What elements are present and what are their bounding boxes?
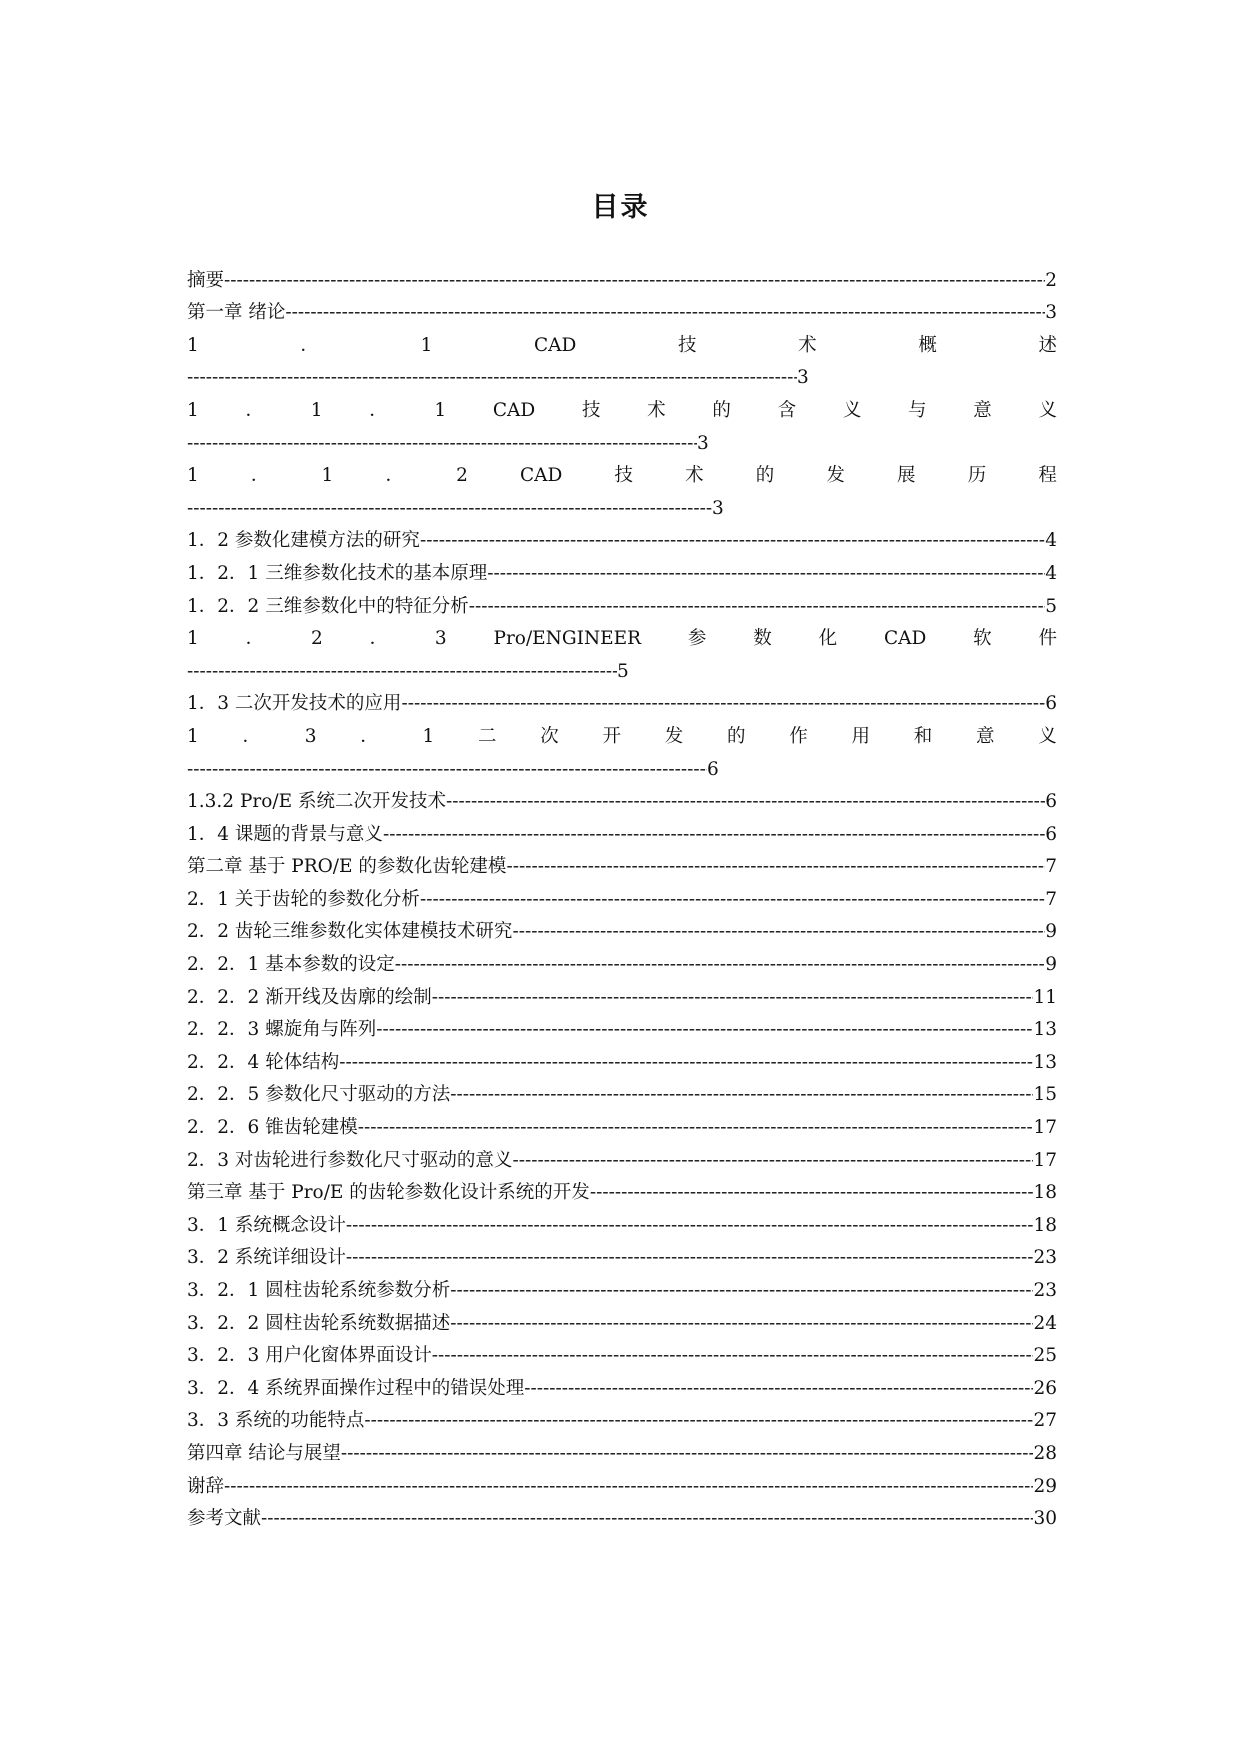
toc-page-number: 30 [1033, 1508, 1057, 1530]
toc-entry-continuation [187, 651, 1057, 684]
toc-entry-title: 2．2．5 参数化尺寸驱动的方法 [187, 1084, 451, 1106]
toc-entry-token: 2 [456, 465, 468, 487]
toc-entry[interactable] [187, 1499, 1057, 1532]
toc-entry-token: 义 [1038, 725, 1057, 747]
toc-entry-token: ． [385, 465, 404, 487]
toc-entry[interactable] [187, 1401, 1057, 1434]
toc-entry-token: CAD [534, 334, 577, 356]
dot-leader [187, 758, 707, 782]
toc-entry-title: 第三章 基于 Pro/E 的齿轮参数化设计系统的开发 [187, 1182, 590, 1204]
dot-leader [469, 595, 1046, 619]
toc-entry-title: 第四章 结论与展望 [187, 1442, 341, 1464]
toc-entry-token: 1 [310, 399, 323, 421]
toc-entry[interactable] [187, 1303, 1057, 1336]
dot-leader [187, 497, 712, 521]
toc-entry-token: 技 [678, 334, 697, 356]
dot-leader [487, 562, 1045, 586]
toc-entry-token: ． [245, 399, 264, 421]
toc-entry-token: ． [242, 725, 262, 747]
toc-entry[interactable] [187, 782, 1057, 815]
toc-entry[interactable] [187, 847, 1057, 880]
toc-entry-title: 第二章 基于 PRO/E 的参数化齿轮建模 [187, 856, 507, 878]
toc-entry-token: 发 [826, 465, 845, 487]
toc-entry-token: 次 [540, 725, 559, 747]
dot-leader [187, 366, 797, 390]
toc-entry-title: 2．1 关于齿轮的参数化分析 [187, 888, 420, 910]
toc-entry[interactable] [187, 1238, 1057, 1271]
toc-entry-token: 数 [753, 628, 772, 650]
toc-entry-token: 3 [304, 725, 317, 747]
toc-entry-token: 意 [976, 725, 995, 747]
dot-leader [512, 920, 1045, 944]
toc-page-number: 13 [1033, 1019, 1057, 1041]
toc-entry-title: 3．2 系统详细设计 [187, 1247, 346, 1269]
toc-entry[interactable] [187, 1042, 1057, 1075]
page-title: 目录 [591, 192, 650, 223]
toc-page-number: 3 [1045, 302, 1057, 324]
toc-entry-token: 含 [777, 399, 797, 421]
toc-entry-continuation [187, 488, 1057, 521]
toc-entry-title: 2．2．1 基本参数的设定 [187, 954, 395, 976]
dot-leader [346, 1246, 1034, 1270]
toc-entry-token: 软 [973, 628, 992, 650]
toc-entry-token: 1 [187, 334, 199, 356]
dot-leader [524, 1377, 1033, 1401]
toc-entry-title: 3．2．3 用户化窗体界面设计 [187, 1345, 432, 1367]
toc-entry[interactable] [187, 553, 1057, 586]
table-of-contents [187, 260, 1057, 1531]
toc-entry[interactable] [187, 456, 1057, 489]
toc-entry-title: 3．3 系统的功能特点 [187, 1410, 365, 1432]
toc-entry-token: CAD [492, 399, 536, 421]
toc-entry-token: 的 [755, 465, 775, 487]
toc-entry[interactable] [187, 684, 1057, 717]
dot-leader [261, 1507, 1033, 1531]
toc-entry-title: 3．1 系统概念设计 [187, 1214, 346, 1236]
toc-entry-token: 1 [321, 465, 334, 487]
dot-leader [450, 1083, 1033, 1107]
toc-page-number: 17 [1033, 1117, 1057, 1139]
toc-entry-title: 3．2．4 系统界面操作过程中的错误处理 [187, 1377, 525, 1399]
dot-leader [446, 790, 1045, 814]
toc-entry-token: 用 [851, 725, 871, 747]
toc-entry-title: 3．2．1 圆柱齿轮系统参数分析 [187, 1280, 451, 1301]
toc-entry[interactable] [187, 1010, 1057, 1043]
toc-entry-title: 第一章 绪论 [187, 302, 286, 324]
toc-entry[interactable] [187, 977, 1057, 1010]
toc-page-number: 23 [1033, 1280, 1057, 1301]
toc-page-number: 18 [1033, 1182, 1057, 1204]
toc-entry-token: ． [369, 628, 389, 650]
toc-entry[interactable] [187, 1336, 1057, 1369]
toc-entry-token: ． [369, 399, 388, 421]
toc-entry-continuation [187, 423, 1057, 456]
toc-entry[interactable] [187, 1433, 1057, 1466]
toc-page-number: 11 [1033, 986, 1057, 1008]
toc-entry-continuation [187, 358, 1057, 391]
toc-entry[interactable] [187, 521, 1057, 554]
toc-page-number: 6 [1045, 791, 1057, 813]
toc-entry-token: 的 [712, 399, 731, 421]
toc-page-number: 26 [1033, 1377, 1057, 1399]
toc-entry-title: 1．4 课题的背景与意义 [187, 823, 383, 845]
dot-leader [432, 986, 1034, 1010]
dot-leader [224, 269, 1045, 293]
toc-page-number: 4 [1045, 530, 1057, 552]
toc-entry-token: CAD [883, 628, 927, 650]
toc-entry[interactable] [187, 586, 1057, 619]
toc-entry-title: 谢辞 [187, 1475, 225, 1497]
toc-entry[interactable] [187, 944, 1057, 977]
toc-entry-token: 1 [187, 399, 199, 421]
dot-leader [364, 1409, 1033, 1433]
dot-leader [420, 888, 1045, 912]
toc-entry[interactable] [187, 912, 1057, 945]
toc-entry-token: 1 [422, 725, 435, 747]
dot-leader [420, 529, 1045, 553]
dot-leader [383, 823, 1045, 847]
toc-page-number: 5 [617, 660, 629, 682]
dot-leader [187, 432, 697, 456]
toc-page-number: 13 [1033, 1051, 1057, 1073]
toc-entry[interactable] [187, 1173, 1057, 1206]
toc-page-number: 7 [1045, 856, 1057, 878]
toc-entry[interactable] [187, 260, 1057, 293]
toc-page-number: 27 [1033, 1410, 1057, 1432]
toc-entry[interactable] [187, 1205, 1057, 1238]
toc-entry[interactable] [187, 1075, 1057, 1108]
dot-leader [395, 953, 1046, 977]
toc-entry-token: 参 [687, 628, 707, 650]
toc-page-number: 9 [1045, 921, 1057, 943]
toc-entry-title: 2．2．2 渐开线及齿廓的绘制 [187, 986, 432, 1008]
toc-page-number: 3 [697, 432, 709, 454]
dot-leader [285, 301, 1045, 325]
toc-entry-token: 1 [434, 399, 447, 421]
toc-entry-title: 2．2 齿轮三维参数化实体建模技术研究 [187, 921, 513, 943]
toc-entry[interactable] [187, 879, 1057, 912]
toc-page-number: 18 [1033, 1214, 1057, 1236]
dot-leader [187, 660, 617, 684]
toc-entry[interactable] [187, 1107, 1057, 1140]
toc-entry-token: 发 [664, 725, 684, 747]
toc-entry-token: 2 [310, 628, 323, 650]
toc-page-number: 5 [1045, 595, 1057, 617]
toc-entry-token: 二 [478, 725, 497, 747]
toc-page-number: 17 [1033, 1149, 1057, 1171]
toc-entry[interactable] [187, 814, 1057, 847]
toc-entry[interactable] [187, 1270, 1057, 1303]
dot-leader [450, 1279, 1033, 1303]
toc-entry[interactable] [187, 293, 1057, 326]
toc-page-number: 4 [1045, 562, 1057, 584]
dot-leader [590, 1181, 1034, 1205]
toc-page-number: 25 [1033, 1345, 1057, 1367]
toc-entry-token: 1 [187, 465, 199, 487]
toc-entry[interactable] [187, 325, 1057, 358]
toc-page-number: 24 [1033, 1312, 1057, 1334]
dot-leader [341, 1442, 1034, 1466]
toc-entry-token: 展 [897, 465, 916, 487]
toc-entry-token: ． [360, 725, 379, 747]
dot-leader [432, 1344, 1034, 1368]
dot-leader [346, 1214, 1034, 1238]
toc-entry-token: ． [300, 334, 319, 356]
toc-entry-title: 参考文献 [187, 1508, 262, 1530]
toc-entry-title: 2．2．4 轮体结构 [187, 1051, 340, 1073]
toc-entry[interactable] [187, 1368, 1057, 1401]
toc-entry[interactable] [187, 716, 1057, 749]
toc-entry-title: 3．2．2 圆柱齿轮系统数据描述 [187, 1312, 451, 1334]
dot-leader [512, 1149, 1033, 1173]
toc-page-number: 28 [1033, 1442, 1057, 1464]
toc-entry-token: 化 [818, 628, 838, 650]
toc-entry-token: 概 [918, 334, 937, 356]
toc-entry-title: 2．3 对齿轮进行参数化尺寸驱动的意义 [187, 1149, 513, 1171]
toc-entry-token: CAD [520, 465, 563, 487]
toc-entry-title: 2．2．6 锥齿轮建模 [187, 1117, 358, 1139]
toc-entry-token: 术 [647, 399, 666, 421]
dot-leader [450, 1312, 1033, 1336]
toc-entry-title: 摘要 [187, 269, 225, 291]
toc-page-number: 6 [707, 758, 719, 780]
toc-entry[interactable] [187, 619, 1057, 652]
toc-page-number: 15 [1033, 1084, 1057, 1106]
toc-page-number: 6 [1045, 693, 1057, 715]
toc-page-number: 9 [1045, 954, 1057, 976]
toc-page-number: 3 [797, 367, 809, 389]
toc-entry[interactable] [187, 1466, 1057, 1499]
toc-entry-token: 3 [434, 628, 447, 650]
toc-entry[interactable] [187, 390, 1057, 423]
toc-entry-token: 技 [581, 399, 601, 421]
dot-leader [358, 1116, 1034, 1140]
toc-entry-title: 1．3 二次开发技术的应用 [187, 693, 402, 715]
toc-entry-token: 1 [187, 628, 199, 650]
toc-entry[interactable] [187, 1140, 1057, 1173]
toc-entry-token: 的 [727, 725, 746, 747]
toc-entry-token: 1 [420, 334, 433, 356]
toc-entry-token: 与 [908, 399, 927, 421]
toc-entry-token: Pro/ENGINEER [493, 628, 642, 650]
toc-entry-token: 述 [1038, 334, 1057, 356]
toc-entry-token: 技 [614, 465, 633, 487]
toc-entry-token: 程 [1038, 465, 1057, 487]
dot-leader [339, 1051, 1033, 1075]
dot-leader [224, 1475, 1033, 1499]
dot-leader [401, 692, 1045, 716]
toc-page-number: 3 [712, 497, 724, 519]
toc-entry-title: 1．2．2 三维参数化中的特征分析 [187, 595, 469, 617]
dot-leader [376, 1018, 1033, 1042]
toc-entry-token: ． [245, 628, 265, 650]
toc-entry-token: 意 [973, 399, 992, 421]
toc-page-number: 29 [1033, 1475, 1057, 1497]
toc-entry-token: 义 [842, 399, 862, 421]
toc-entry-token: 1 [187, 725, 199, 747]
toc-page-number: 7 [1045, 888, 1057, 910]
toc-entry-title: 2．2．3 螺旋角与阵列 [187, 1019, 377, 1041]
toc-page-number: 23 [1033, 1247, 1057, 1269]
toc-page-number: 6 [1045, 823, 1057, 845]
dot-leader [506, 855, 1045, 879]
toc-entry-token: 开 [602, 725, 622, 747]
toc-entry-title: 1.3.2 Pro/E 系统二次开发技术 [187, 791, 447, 813]
toc-entry-token: 术 [685, 465, 704, 487]
toc-entry-token: 义 [1038, 399, 1057, 421]
toc-entry-title: 1．2．1 三维参数化技术的基本原理 [187, 562, 488, 584]
toc-page-number: 2 [1045, 269, 1057, 291]
toc-entry-token: ． [250, 465, 270, 487]
toc-entry-token: 历 [967, 465, 987, 487]
toc-entry-token: 术 [798, 334, 817, 356]
toc-entry-title: 1．2 参数化建模方法的研究 [187, 530, 420, 552]
toc-entry-token: 件 [1038, 628, 1057, 650]
toc-entry-token: 和 [913, 725, 933, 747]
toc-entry-continuation [187, 749, 1057, 782]
toc-entry-token: 作 [789, 725, 808, 747]
